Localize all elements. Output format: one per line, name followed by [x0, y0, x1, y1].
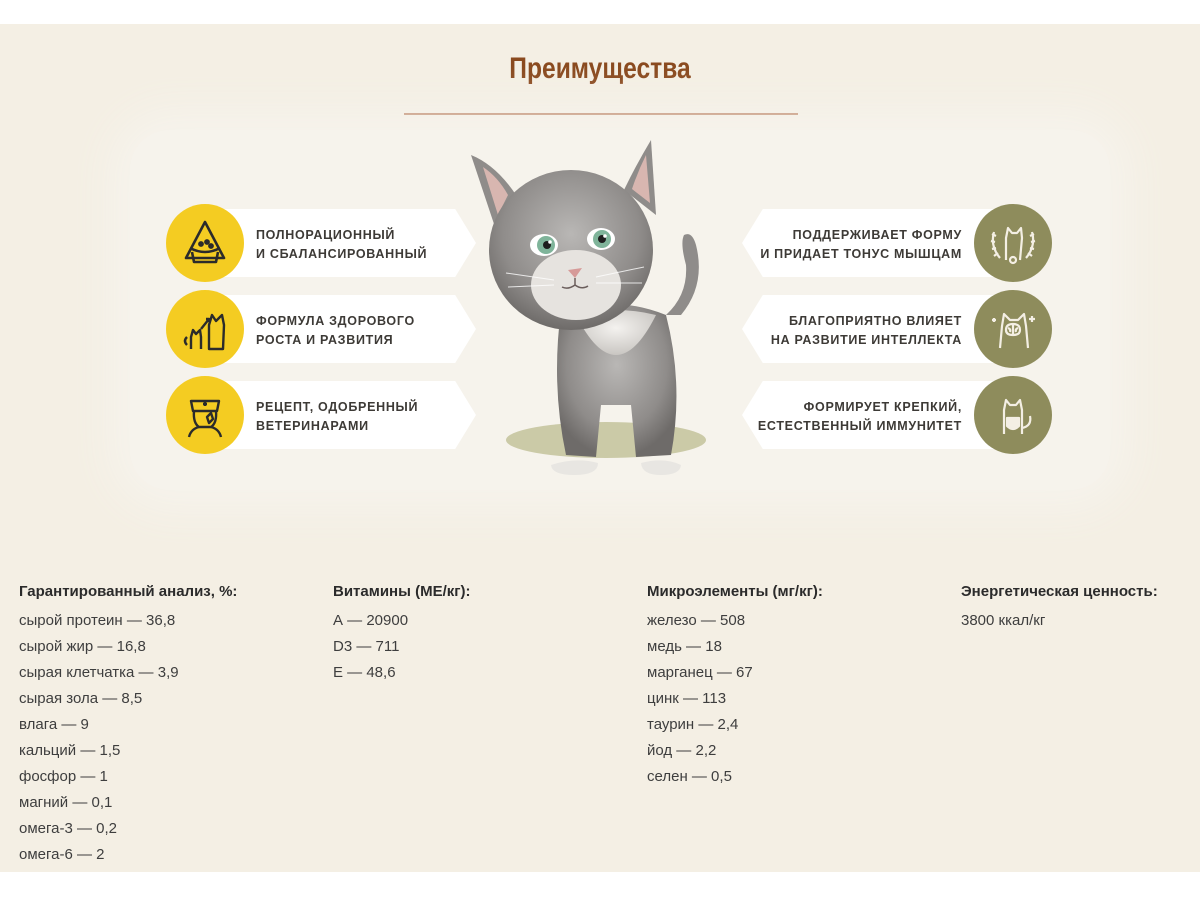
feature-immunity — [742, 376, 1052, 452]
feature-line-2: ЕСТЕСТВЕННЫЙ ИММУНИТЕТ — [757, 419, 962, 433]
list-item: цинк — 113 — [647, 690, 727, 707]
feature-line-1: ПОЛНОРАЦИОННЫЙ — [256, 228, 396, 242]
section-heading: Гарантированный анализ, %: — [19, 583, 238, 600]
list-item: сырой протеин — 36,8 — [19, 612, 176, 629]
title-divider — [404, 113, 798, 115]
feature-line-2: ВЕТЕРИНАРАМИ — [256, 419, 369, 433]
vitamins — [333, 582, 471, 686]
feature-healthy-growth — [166, 290, 476, 366]
section-heading: Микроэлементы (мг/кг): — [647, 583, 823, 600]
list-item: селен — 0,5 — [647, 768, 732, 785]
feature-vet-approved — [166, 376, 476, 452]
trace-elements — [647, 582, 823, 790]
cat-brain-icon — [974, 290, 1052, 368]
section-heading: Энергетическая ценность: — [961, 583, 1158, 600]
list-item: сырой жир — 16,8 — [19, 638, 146, 655]
feature-line-2: РОСТА И РАЗВИТИЯ — [256, 333, 394, 347]
section-heading: Витамины (МЕ/кг): — [333, 583, 471, 600]
cat-shield-icon — [974, 376, 1052, 454]
list-item: D3 — 711 — [333, 638, 400, 655]
list-item: сырая зола — 8,5 — [19, 690, 143, 707]
list-item: влага — 9 — [19, 716, 89, 733]
list-item: медь — 18 — [647, 638, 722, 655]
feature-line-1: БЛАГОПРИЯТНО ВЛИЯЕТ — [789, 314, 962, 328]
list-item: 3800 ккал/кг — [961, 612, 1046, 629]
feature-line-2: И ПРИДАЕТ ТОНУС МЫШЦАМ — [760, 247, 962, 261]
list-item: омега-3 — 0,2 — [19, 820, 118, 837]
guaranteed-analysis — [19, 582, 237, 868]
list-item: кальций — 1,5 — [19, 742, 121, 759]
energy-value — [961, 582, 1158, 634]
list-item: йод — 2,2 — [647, 742, 717, 759]
feature-intellect — [742, 290, 1052, 366]
list-item: сырая клетчатка — 3,9 — [19, 664, 179, 681]
list-item: фосфор — 1 — [19, 768, 108, 785]
growing-cats-icon — [166, 290, 244, 368]
feature-line-2: И СБАЛАНСИРОВАННЫЙ — [256, 247, 428, 261]
feature-line-1: ФОРМУЛА ЗДОРОВОГО — [256, 314, 415, 328]
list-item: железо — 508 — [647, 612, 746, 629]
veterinarian-icon — [166, 376, 244, 454]
kitten-illustration — [456, 135, 746, 485]
feature-complete-balanced — [166, 204, 476, 280]
list-item: А — 20900 — [333, 612, 409, 629]
cat-laurel-medal-icon — [974, 204, 1052, 282]
page-title: Преимущества — [509, 52, 691, 85]
feature-line-2: НА РАЗВИТИЕ ИНТЕЛЛЕКТА — [770, 333, 962, 347]
list-item: омега-6 — 2 — [19, 846, 105, 863]
feature-line-1: ФОРМИРУЕТ КРЕПКИЙ, — [803, 400, 962, 414]
feature-line-1: РЕЦЕПТ, ОДОБРЕННЫЙ — [256, 400, 419, 414]
feature-muscle-tone — [742, 204, 1052, 280]
list-item: марганец — 67 — [647, 664, 753, 681]
feature-line-1: ПОДДЕРЖИВАЕТ ФОРМУ — [792, 228, 962, 242]
list-item: Е — 48,6 — [333, 664, 396, 681]
list-item: таурин — 2,4 — [647, 716, 739, 733]
food-bowl-icon — [166, 204, 244, 282]
list-item: магний — 0,1 — [19, 794, 113, 811]
